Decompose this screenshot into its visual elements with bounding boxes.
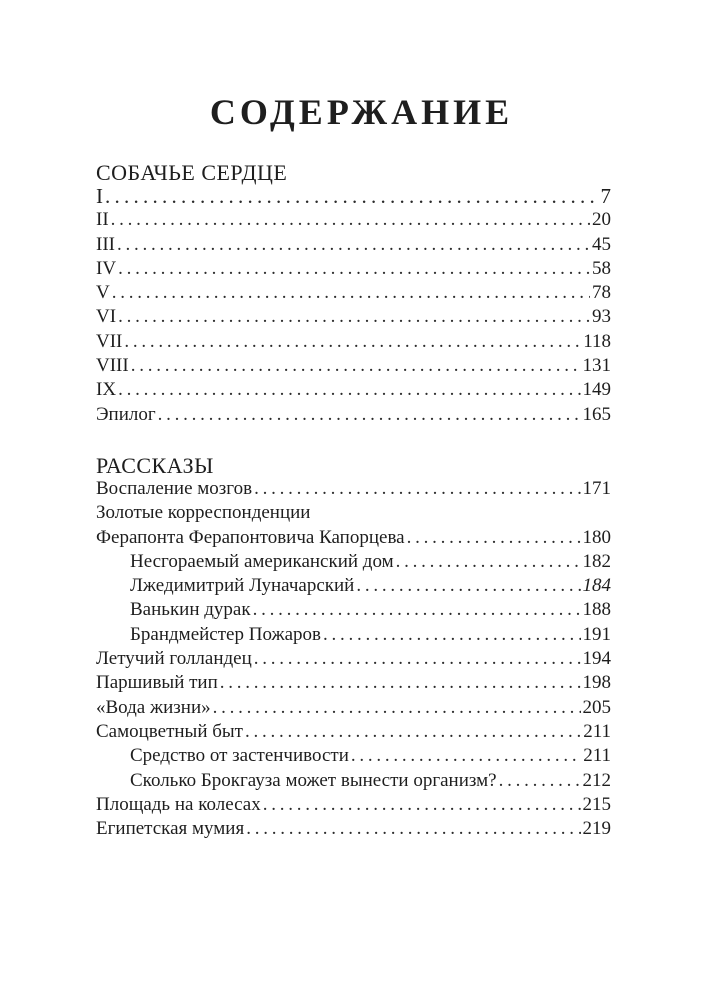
toc-entry-label: Воспаление мозгов — [96, 477, 253, 499]
toc-subentry[interactable] — [96, 769, 611, 793]
dot-leader — [213, 696, 581, 720]
dot-leader — [118, 378, 580, 402]
toc-entry-page: 7 — [600, 184, 611, 208]
toc-entry-label: Брандмейстер Пожаров — [130, 623, 322, 645]
toc-entry-label: VI — [96, 306, 117, 328]
toc-entry-label: VII — [96, 330, 123, 352]
dot-leader — [118, 305, 590, 329]
toc-entry-label: Лжедимитрий Луначарский — [130, 575, 355, 597]
toc-entry-page: 215 — [582, 793, 611, 815]
toc-entry — [96, 501, 611, 525]
toc-entry[interactable] — [96, 184, 611, 208]
page-title: СОДЕРЖАНИЕ — [209, 92, 514, 132]
toc-entry[interactable] — [96, 671, 611, 695]
toc-subentry[interactable] — [96, 574, 611, 598]
toc-entry-page: 184 — [582, 575, 611, 597]
toc-entry[interactable] — [96, 330, 611, 354]
toc-entry[interactable] — [96, 720, 611, 744]
toc-entry[interactable] — [96, 403, 611, 427]
dot-leader — [111, 208, 590, 232]
toc-entry-label: I — [96, 184, 103, 208]
toc-entry-page: 45 — [592, 233, 611, 255]
toc-entry-label: Паршивый тип — [96, 672, 218, 694]
dot-leader — [396, 550, 581, 574]
toc-subentry[interactable] — [96, 550, 611, 574]
toc-entry-label: Самоцветный быт — [96, 720, 243, 742]
toc-entry-label: III — [96, 233, 115, 255]
toc-entry-label: Египетская мумия — [96, 818, 245, 840]
toc-subentry[interactable] — [96, 598, 611, 622]
toc-entry[interactable] — [96, 233, 611, 257]
dot-leader — [105, 184, 599, 208]
toc-entry-page: 131 — [582, 355, 611, 377]
dot-leader — [117, 233, 590, 257]
dot-leader — [158, 403, 581, 427]
toc-entry-page: 211 — [583, 720, 611, 742]
toc-entry[interactable] — [96, 354, 611, 378]
toc-entry-label: «Вода жизни» — [96, 696, 211, 718]
toc-entry[interactable] — [96, 477, 611, 501]
toc-entry-label: Средство от застенчивости — [130, 745, 349, 767]
dot-leader — [245, 720, 581, 744]
toc-entry-label: IV — [96, 257, 117, 279]
dot-leader — [263, 793, 581, 817]
toc-entry[interactable] — [96, 793, 611, 817]
section-heading-rasskazy: РАССКАЗЫ — [96, 452, 214, 478]
dot-leader — [323, 623, 580, 647]
toc-entry-page: 182 — [582, 550, 611, 572]
toc-entry-page: 180 — [582, 526, 611, 548]
dot-leader — [220, 671, 581, 695]
toc-entry-page: 191 — [582, 623, 611, 645]
toc-entry-page: 58 — [592, 257, 611, 279]
toc-entry-label: Летучий голландец — [96, 648, 252, 670]
toc-entry-label: Несгораемый американский дом — [130, 550, 394, 572]
dot-leader — [356, 574, 580, 598]
toc-entry-page: 211 — [583, 745, 611, 767]
toc-entry[interactable] — [96, 696, 611, 720]
toc-subentry[interactable] — [96, 744, 611, 768]
toc-entry-page: 198 — [582, 672, 611, 694]
dot-leader — [118, 257, 590, 281]
dot-leader — [407, 526, 581, 550]
toc-entry-label: II — [96, 209, 109, 231]
toc-entry-page: 78 — [592, 282, 611, 304]
toc-entry-page: 212 — [582, 769, 611, 791]
dot-leader — [499, 769, 581, 793]
toc-entry[interactable] — [96, 817, 611, 841]
toc-entry-page: 219 — [582, 818, 611, 840]
toc-entry[interactable] — [96, 647, 611, 671]
section-heading-sobachye-serdtse: СОБАЧЬЕ СЕРДЦЕ — [96, 160, 288, 185]
toc-entry[interactable] — [96, 257, 611, 281]
toc-entry-label: V — [96, 282, 110, 304]
toc-subentry[interactable] — [96, 623, 611, 647]
dot-leader — [112, 281, 590, 305]
dot-leader — [351, 744, 581, 768]
dot-leader — [254, 647, 581, 671]
table-of-contents — [96, 160, 611, 841]
section-spacer — [96, 427, 611, 453]
toc-entry-label: Ферапонта Ферапонтовича Капорцева — [96, 526, 405, 548]
toc-entry[interactable] — [96, 378, 611, 402]
toc-entry-page: 205 — [582, 696, 611, 718]
toc-entry-page: 188 — [582, 599, 611, 621]
toc-entry-label: IX — [96, 379, 117, 401]
toc-entry-page: 20 — [592, 209, 611, 231]
toc-entry[interactable] — [96, 526, 611, 550]
dot-leader — [124, 330, 581, 354]
toc-entry-label: Сколько Брокгауза может вынести организм? — [130, 769, 497, 791]
toc-entry-page: 194 — [582, 648, 611, 670]
toc-entry[interactable] — [96, 305, 611, 329]
toc-entry[interactable] — [96, 281, 611, 305]
toc-entry[interactable] — [96, 208, 611, 232]
dot-leader — [246, 817, 580, 841]
toc-entry-page: 165 — [582, 403, 611, 425]
toc-entry-label: Эпилог — [96, 403, 156, 425]
toc-entry-label: VIII — [96, 355, 129, 377]
toc-entry-page: 118 — [583, 330, 611, 352]
toc-entry-page: 149 — [582, 379, 611, 401]
dot-leader — [254, 477, 580, 501]
toc-entry-label: Ванькин дурак — [130, 599, 251, 621]
dot-leader — [131, 354, 581, 378]
toc-entry-label: Площадь на колесах — [96, 793, 261, 815]
dot-leader — [253, 598, 581, 622]
toc-entry-page: 93 — [592, 306, 611, 328]
toc-entry-label: Золотые корреспонденции — [96, 502, 311, 524]
toc-entry-page: 171 — [582, 477, 611, 499]
